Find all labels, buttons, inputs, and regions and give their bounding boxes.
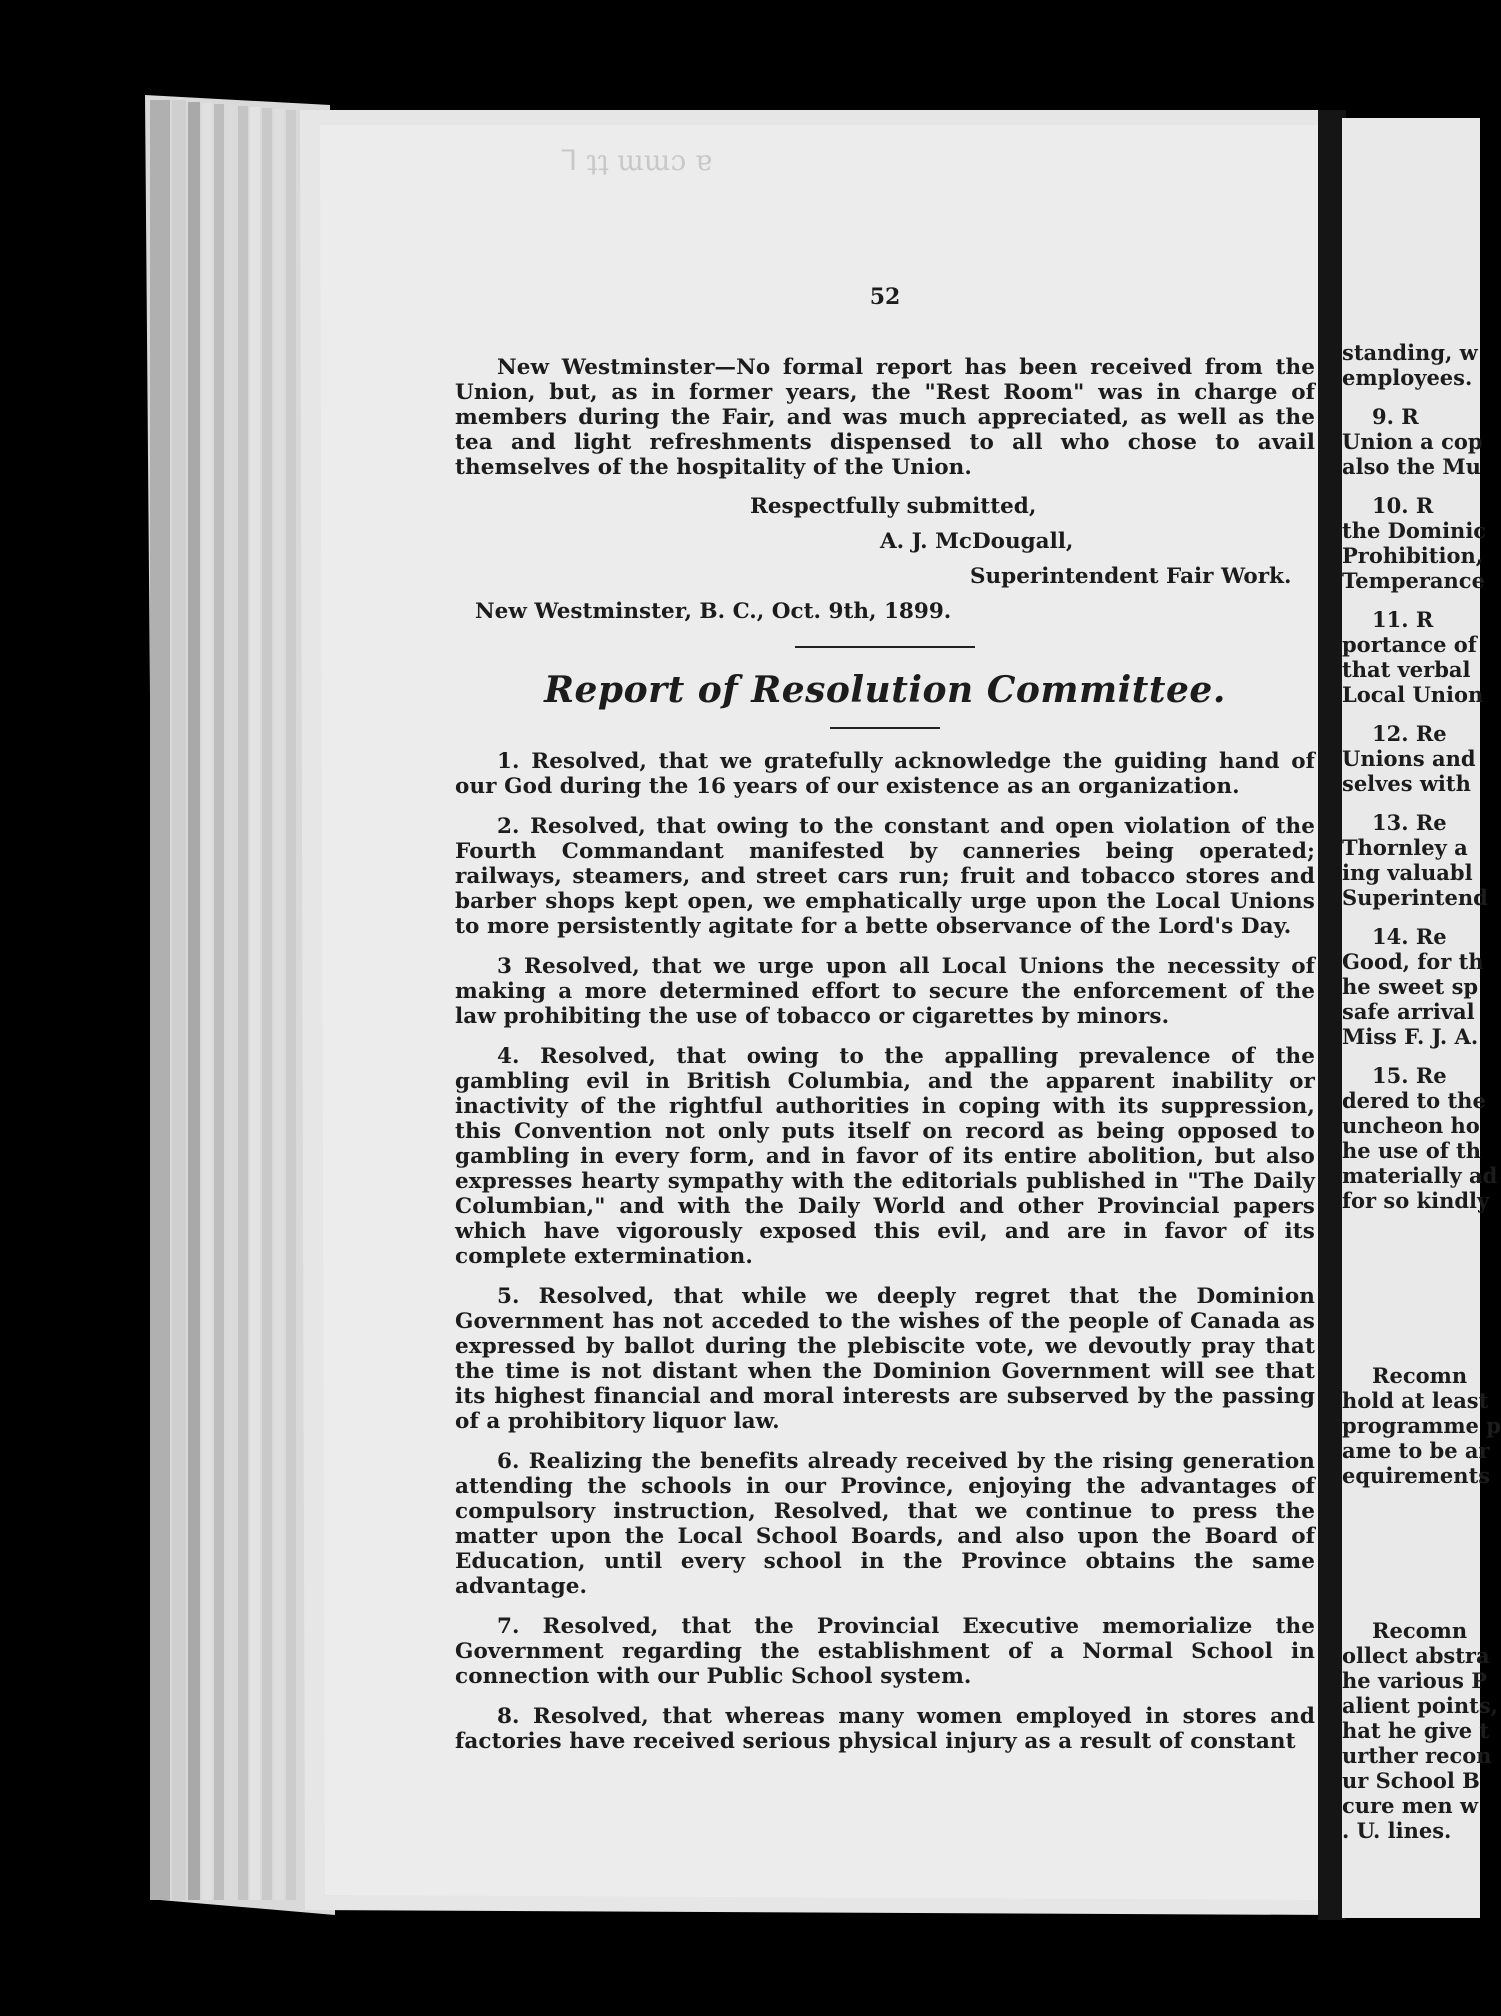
right-page-fragment: equirements [1342, 1463, 1491, 1488]
right-page-fragment: 15. Re [1372, 1063, 1447, 1088]
right-page-fragment: hat he give t [1342, 1718, 1490, 1743]
right-page-fragment: alient points, [1342, 1693, 1498, 1718]
right-page-fragment: 10. R [1372, 493, 1434, 518]
right-page-fragment: Temperance [1342, 568, 1485, 593]
resolution-item: 4. Resolved, that owing to the appalling prevalence of the gambling evil in British Columbia, and the apparent inability or inactivity of the rightful authorities in coping with its suppression, this Convention not only puts itself on record as being opposed to gambling in every form, and in favor of its entire abolition, but also expresses hearty sympathy with the editorials published in "The Daily Columbian," and with the Daily World and other Provincial papers which have vigorously exposed this evil, and are in favor of its complete extermination. [455, 1044, 1315, 1269]
dateline: New Westminster, B. C., Oct. 9th, 1899. [475, 599, 952, 624]
resolutions-list [455, 749, 1315, 1754]
right-page-fragment: 14. Re [1372, 924, 1447, 949]
right-page-fragments [1342, 340, 1501, 1843]
section-heading: Report of Resolution Committee. [544, 669, 1226, 711]
left-page-text [455, 284, 1315, 1754]
right-page-fragment: 11. R [1372, 607, 1434, 632]
svg-text:ᒣ ʇʇ ɯɯɔ ɐ: ᒣ ʇʇ ɯɯɔ ɐ [560, 144, 712, 177]
right-page-fragment: portance of [1342, 632, 1477, 657]
right-page-fragment: ing valuabl [1342, 860, 1473, 885]
right-page-fragment: urther recon [1342, 1743, 1492, 1768]
right-page-fragment: Good, for th [1342, 949, 1484, 974]
closing-block [455, 494, 1315, 589]
signer-title: Superintendent Fair Work. [970, 564, 1292, 589]
resolution-item: 2. Resolved, that owing to the constant and open violation of the Fourth Commandant manifested by canneries being operated; railways, steamers, and street cars run; fruit and tobacco stores and barber shops kept open, we emphatically urge upon the Local Unions to more persistently agitate for a bette observance of the Lord's Day. [455, 814, 1315, 939]
right-page-fragment: dered to the [1342, 1088, 1486, 1113]
right-page-fragment: Local Union [1342, 682, 1484, 707]
right-page-fragment: . U. lines. [1342, 1818, 1452, 1843]
right-page-fragment: Unions and [1342, 746, 1476, 771]
divider-rule [795, 646, 975, 648]
resolution-item: 6. Realizing the benefits already received by the rising generation attending the schools in our Province, enjoying the advantages of compulsory instruction, Resolved, that we continue to press the matter upon the Local School Boards, and also upon the Board of Education, until every school in the Province obtains the same advantage. [455, 1449, 1315, 1599]
right-page-fragment: 9. R [1372, 404, 1419, 429]
right-page-fragment: hold at least [1342, 1388, 1489, 1413]
resolution-item: 5. Resolved, that while we deeply regret that the Dominion Government has not acceded to the wishes of the people of Canada as expressed by ballot during the plebiscite vote, we devoutly pray that the time is not distant when the Dominion Government will see that its highest financial and moral interests are subserved by the passing of a prohibitory liquor law. [455, 1284, 1315, 1434]
right-page-fragment: for so kindly [1342, 1188, 1490, 1213]
right-page-fragment: Prohibition, [1342, 543, 1484, 568]
right-page-fragment: employees. [1342, 365, 1473, 390]
right-page-fragment: standing, w [1342, 340, 1478, 365]
right-page-fragment: Recomn [1372, 1618, 1468, 1643]
respectfully-submitted: Respectfully submitted, [750, 494, 1037, 519]
signer-name: A. J. McDougall, [880, 529, 1074, 554]
right-page-fragment: Miss F. J. A. [1342, 1024, 1479, 1049]
right-page-fragment: selves with [1342, 771, 1471, 796]
resolution-item: 3 Resolved, that we urge upon all Local Unions the necessity of making a more determined effort to secure the enforcement of the law prohibiting the use of tobacco or cigarettes by minors. [455, 954, 1315, 1029]
right-page-fragment: Union a cop [1342, 429, 1483, 454]
right-page-fragment: safe arrival [1342, 999, 1475, 1024]
right-page-fragment: Recomn [1372, 1363, 1468, 1388]
heading-rule [830, 727, 940, 729]
right-page-fragment: ollect abstra [1342, 1643, 1490, 1668]
resolution-item: 1. Resolved, that we gratefully acknowledge the guiding hand of our God during the 16 years of our existence as an organization. [455, 749, 1315, 799]
right-page-fragment: uncheon ho [1342, 1113, 1480, 1138]
right-page-fragment: 12. Re [1372, 721, 1447, 746]
right-page-fragment: materially ad [1342, 1163, 1498, 1188]
right-page-fragment: 13. Re [1372, 810, 1447, 835]
right-page-fragment: the Dominic [1342, 518, 1487, 543]
right-page-fragment: ur School B [1342, 1768, 1480, 1793]
right-page-fragment: cure men w [1342, 1793, 1479, 1818]
right-page-fragment: he sweet sp [1342, 974, 1479, 999]
right-page-fragment: also the Mu [1342, 454, 1481, 479]
right-page-fragment: programme p [1342, 1413, 1501, 1438]
resolution-item: 7. Resolved, that the Provincial Executive memorialize the Government regarding the establishment of a Normal School in connection with our Public School system. [455, 1614, 1315, 1689]
right-page-fragment: he various P [1342, 1668, 1487, 1693]
page-number: 52 [869, 284, 901, 310]
intro-paragraph: New Westminster—No formal report has been received from the Union, but, as in former years, the "Rest Room" was in charge of members during the Fair, and was much appreciated, as well as the tea and light refreshments dispensed to all who chose to avail themselves of the hospitality of the Union. [455, 355, 1315, 480]
right-page-fragment: he use of th [1342, 1138, 1482, 1163]
right-page-fragment: Superintend [1342, 885, 1488, 910]
resolution-item: 8. Resolved, that whereas many women employed in stores and factories have received serious physical injury as a result of constant [455, 1704, 1315, 1754]
right-page-fragment: ame to be ar [1342, 1438, 1490, 1463]
right-page-fragment: that verbal [1342, 657, 1471, 682]
right-page-fragment: Thornley a [1342, 835, 1468, 860]
